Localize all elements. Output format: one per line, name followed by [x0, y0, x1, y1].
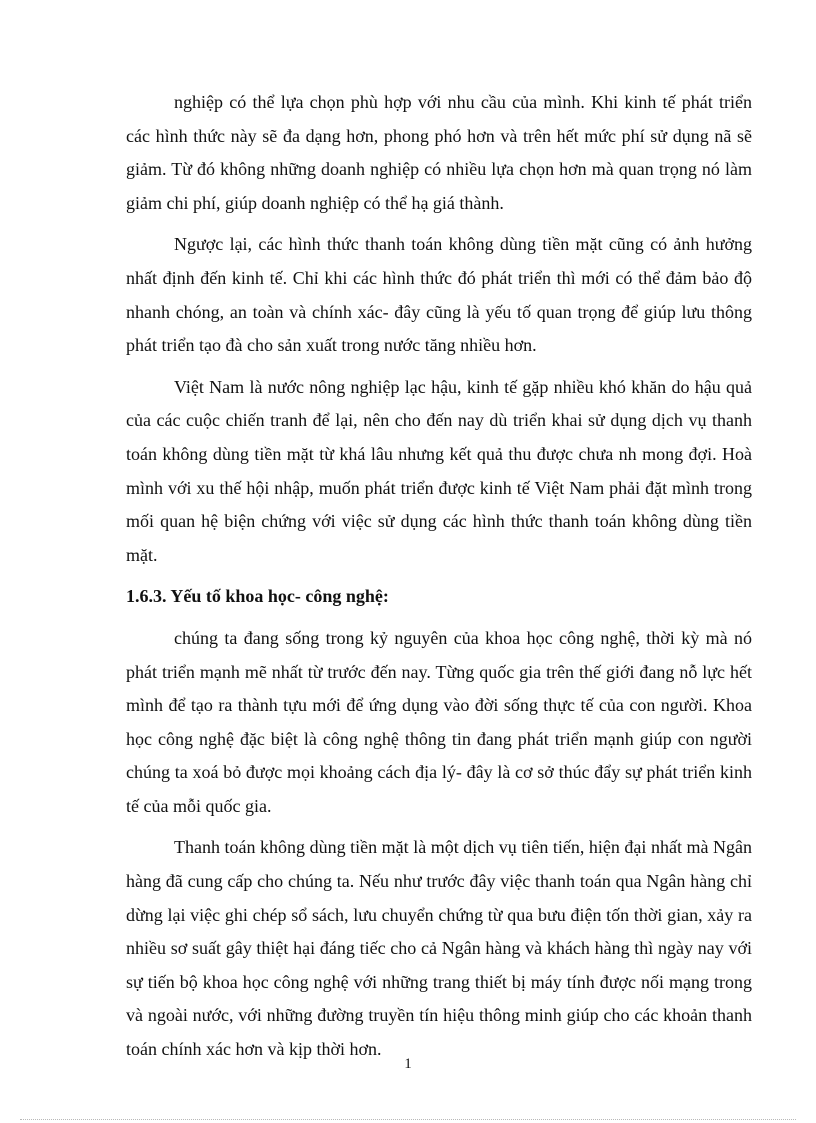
- section-heading: 1.6.3. Yếu tố khoa học- công nghệ:: [126, 586, 389, 607]
- paragraph-3: Việt Nam là nước nông nghiệp lạc hậu, kinh tế gặp nhiều khó khăn do hậu quả của các cuộc chiến tranh để lại, nên cho đến nay dù triển khai sử dụng dịch vụ thanh toán không dùng tiền mặt từ khá lâu nhưng kết quả thu được chưa nh mong đợi. Hoà mình với xu thế hội nhập, muốn phát triển được kinh tế Việt Nam phải đặt mình trong mối quan hệ biện chứng với việc sử dụng các hình thức thanh toán không dùng tiền mặt.: [126, 376, 752, 565]
- paragraph-2: Ngược lại, các hình thức thanh toán không dùng tiền mặt cũng có ảnh hưởng nhất định đến kinh tế. Chỉ khi các hình thức đó phát triển thì mới có thể đảm bảo độ nhanh chóng, an toàn và chính xác- đây cũng là yếu tố quan trọng để giúp lưu thông phát triển tạo đà cho sản xuất trong nước tăng nhiều hơn.: [126, 234, 752, 356]
- paragraph-1: nghiệp có thể lựa chọn phù hợp với nhu cầu của mình. Khi kinh tế phát triển các hình thức này sẽ đa dạng hơn, phong phó hơn và trên hết mức phí sử dụng nã sẽ giảm. Từ đó không những doanh nghiệp có nhiều lựa chọn hơn mà quan trọng nó làm giảm chi phí, giúp doanh nghiệp có thể hạ giá thành.: [126, 92, 752, 213]
- document-body: [126, 86, 752, 1075]
- paragraph-4: chúng ta đang sống trong kỷ nguyên của khoa học công nghệ, thời kỳ mà nó phát triển mạnh mẽ nhất từ trước đến nay. Từng quốc gia trên thế giới đang nỗ lực hết mình để tạo ra thành tựu mới để ứng dụng vào đời sống thực tế của con người. Khoa học công nghệ đặc biệt là công nghệ thông tin đang phát triển mạnh giúp con người chúng ta xoá bỏ được mọi khoảng cách địa lý- đây là cơ sở thúc đẩy sự phát triển kinh tế của mỗi quốc gia.: [126, 627, 752, 816]
- page-number: 1: [404, 1056, 412, 1072]
- page-bottom-border: [20, 1119, 796, 1120]
- paragraph-5: Thanh toán không dùng tiền mặt là một dịch vụ tiên tiến, hiện đại nhất mà Ngân hàng đã cung cấp cho chúng ta. Nếu như trước đây việc thanh toán qua Ngân hàng chỉ dừng lại việc ghi chép sổ sách, lưu chuyển chứng từ qua bưu điện tốn thời gian, xảy ra nhiều sơ suất gây thiệt hại đáng tiếc cho cả Ngân hàng và khách hàng thì ngày nay với sự tiến bộ khoa học công nghệ với những trang thiết bị máy tính được nối mạng trong và ngoài nước, với những đường truyền tín hiệu thông minh giúp cho các khoản thanh toán chính xác hơn và kịp thời hơn.: [126, 837, 752, 1060]
